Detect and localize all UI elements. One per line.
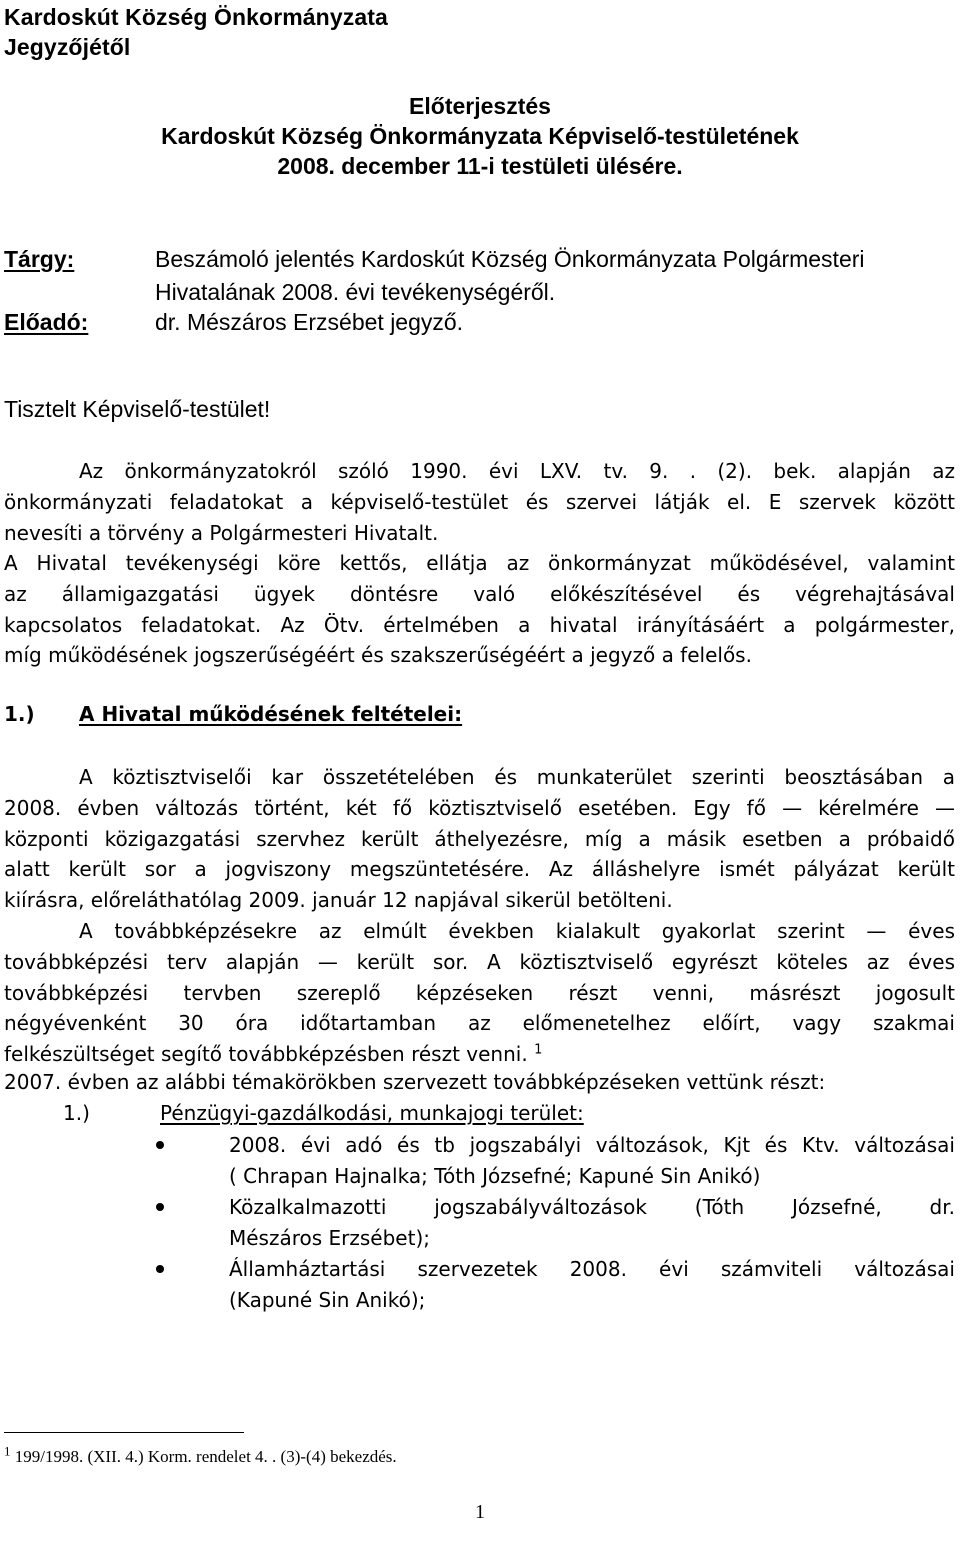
- footnote-marker: 1: [4, 1443, 11, 1459]
- subsection-title: Pénzügyi-gazdálkodási, munkajogi terület:: [160, 1101, 584, 1125]
- document-title: Előterjesztés: [409, 93, 551, 119]
- text-line: A köztisztviselői kar összetételében és munkaterület szerinti beosztásában a: [79, 765, 955, 789]
- subject-label: Tárgy:: [4, 246, 75, 272]
- section-number: 1.): [4, 702, 35, 726]
- section-paragraph-1: [4, 762, 955, 916]
- text-line: kapcsolatos feladatokat. Az Ötv. értelmében a hivatal irányításáért a polgármester,: [4, 612, 955, 637]
- text-line: Mészáros Erzsébet);: [229, 1225, 430, 1250]
- intro-paragraph-1: [4, 456, 955, 548]
- footnote: [4, 1443, 397, 1467]
- text-line: Államháztartási szervezetek 2008. évi számviteli változásai: [229, 1257, 955, 1281]
- bullet-text: [229, 1254, 955, 1316]
- subsection-number: 1.): [63, 1101, 90, 1125]
- document-title-line-2: Kardoskút Község Önkormányzata Képviselő-testületének: [161, 123, 799, 149]
- text-line: 2008. évi adó és tb jogszabályi változások, Kjt és Ktv. változásai: [229, 1133, 955, 1157]
- bullet-text: [229, 1192, 955, 1254]
- text-line: nevesíti a törvény a Polgármesteri Hivatalt.: [4, 520, 439, 545]
- text-line: központi közigazgatási szervhez került áthelyezésre, míg a másik esetben a próbaidő: [4, 826, 955, 851]
- text-line: kiírásra, előreláthatólag 2009. január 12 napjával sikerül betölteni.: [4, 888, 673, 913]
- text-line: továbbképzési tervben szereplő képzéseken részt venni, másrészt jogosult: [4, 980, 955, 1005]
- text-line: Közalkalmazotti jogszabályváltozások (Tóth Józsefné, dr.: [229, 1195, 955, 1219]
- section-title: A Hivatal működésének feltételei:: [79, 702, 463, 726]
- text-line: önkormányzati feladatokat a képviselő-testület és szervei látják el. E szervek között: [4, 489, 955, 514]
- intro-paragraph-2: [4, 548, 955, 671]
- bullet-icon: [156, 1141, 164, 1149]
- text-line: négyévenként 30 óra időtartamban az előmenetelhez előírt, vagy szakmai: [4, 1011, 955, 1036]
- text-line: ( Chrapan Hajnalka; Tóth Józsefné; Kapuné Sin Anikó): [229, 1163, 761, 1188]
- text-line: (Kapuné Sin Anikó);: [229, 1287, 426, 1312]
- text-line: alatt került sor a jogviszony megszüntetésére. Az álláshelyre ismét pályázat került: [4, 857, 955, 882]
- footnote-separator: [4, 1432, 244, 1433]
- text-line: továbbképzési terv alapján — került sor. A köztisztviselő egyrészt köteles az éves: [4, 949, 955, 974]
- page-number: 1: [475, 1501, 485, 1523]
- section-paragraph-2: [4, 916, 955, 1070]
- text-line: A Hivatal tevékenységi köre kettős, ellátja az önkormányzat működésével, valamint: [4, 551, 955, 575]
- footnote-text: 199/1998. (XII. 4.) Korm. rendelet 4. . (3)-(4) bekezdés.: [14, 1447, 397, 1466]
- text-line: Az önkormányzatokról szóló 1990. évi LXV. tv. 9. . (2). bek. alapján az: [79, 459, 955, 483]
- presenter-value: dr. Mészáros Erzsébet jegyző.: [155, 309, 464, 335]
- subject-value-line-1: Beszámoló jelentés Kardoskút Község Önkormányzata Polgármesteri: [155, 246, 865, 272]
- text-line: felkészültséget segítő továbbképzésben részt venni.: [4, 1042, 528, 1067]
- text-line: az államigazgatási ügyek döntésre való előkészítésével és végrehajtásával: [4, 581, 955, 606]
- footnote-reference[interactable]: 1: [534, 1042, 543, 1058]
- bullet-icon: [156, 1203, 164, 1211]
- presenter-label: Előadó:: [4, 309, 89, 335]
- issuer-line-2: Jegyzőjétől: [4, 34, 131, 60]
- issuer-line-1: Kardoskút Község Önkormányzata: [4, 4, 388, 30]
- subject-value-line-2: Hivatalának 2008. évi tevékenységéről.: [155, 279, 556, 305]
- text-line-with-footnote: [4, 1039, 955, 1070]
- bullet-text: [229, 1130, 955, 1192]
- text-line: A továbbképzésekre az elmúlt években kialakult gyakorlat szerint — éves: [79, 919, 955, 943]
- salutation: Tisztelt Képviselő-testület!: [4, 396, 271, 422]
- text-line: 2008. évben változás történt, két fő köztisztviselő esetében. Egy fő — kérelmére —: [4, 795, 955, 820]
- document-title-line-3: 2008. december 11-i testületi ülésére.: [277, 153, 683, 179]
- bullet-icon: [156, 1265, 164, 1273]
- section-paragraph-3: 2007. évben az alábbi témakörökben szervezett továbbképzéseken vettünk részt:: [4, 1070, 826, 1094]
- text-line: míg működésének jogszerűségéért és szakszerűségéért a jegyző a felelős.: [4, 643, 752, 668]
